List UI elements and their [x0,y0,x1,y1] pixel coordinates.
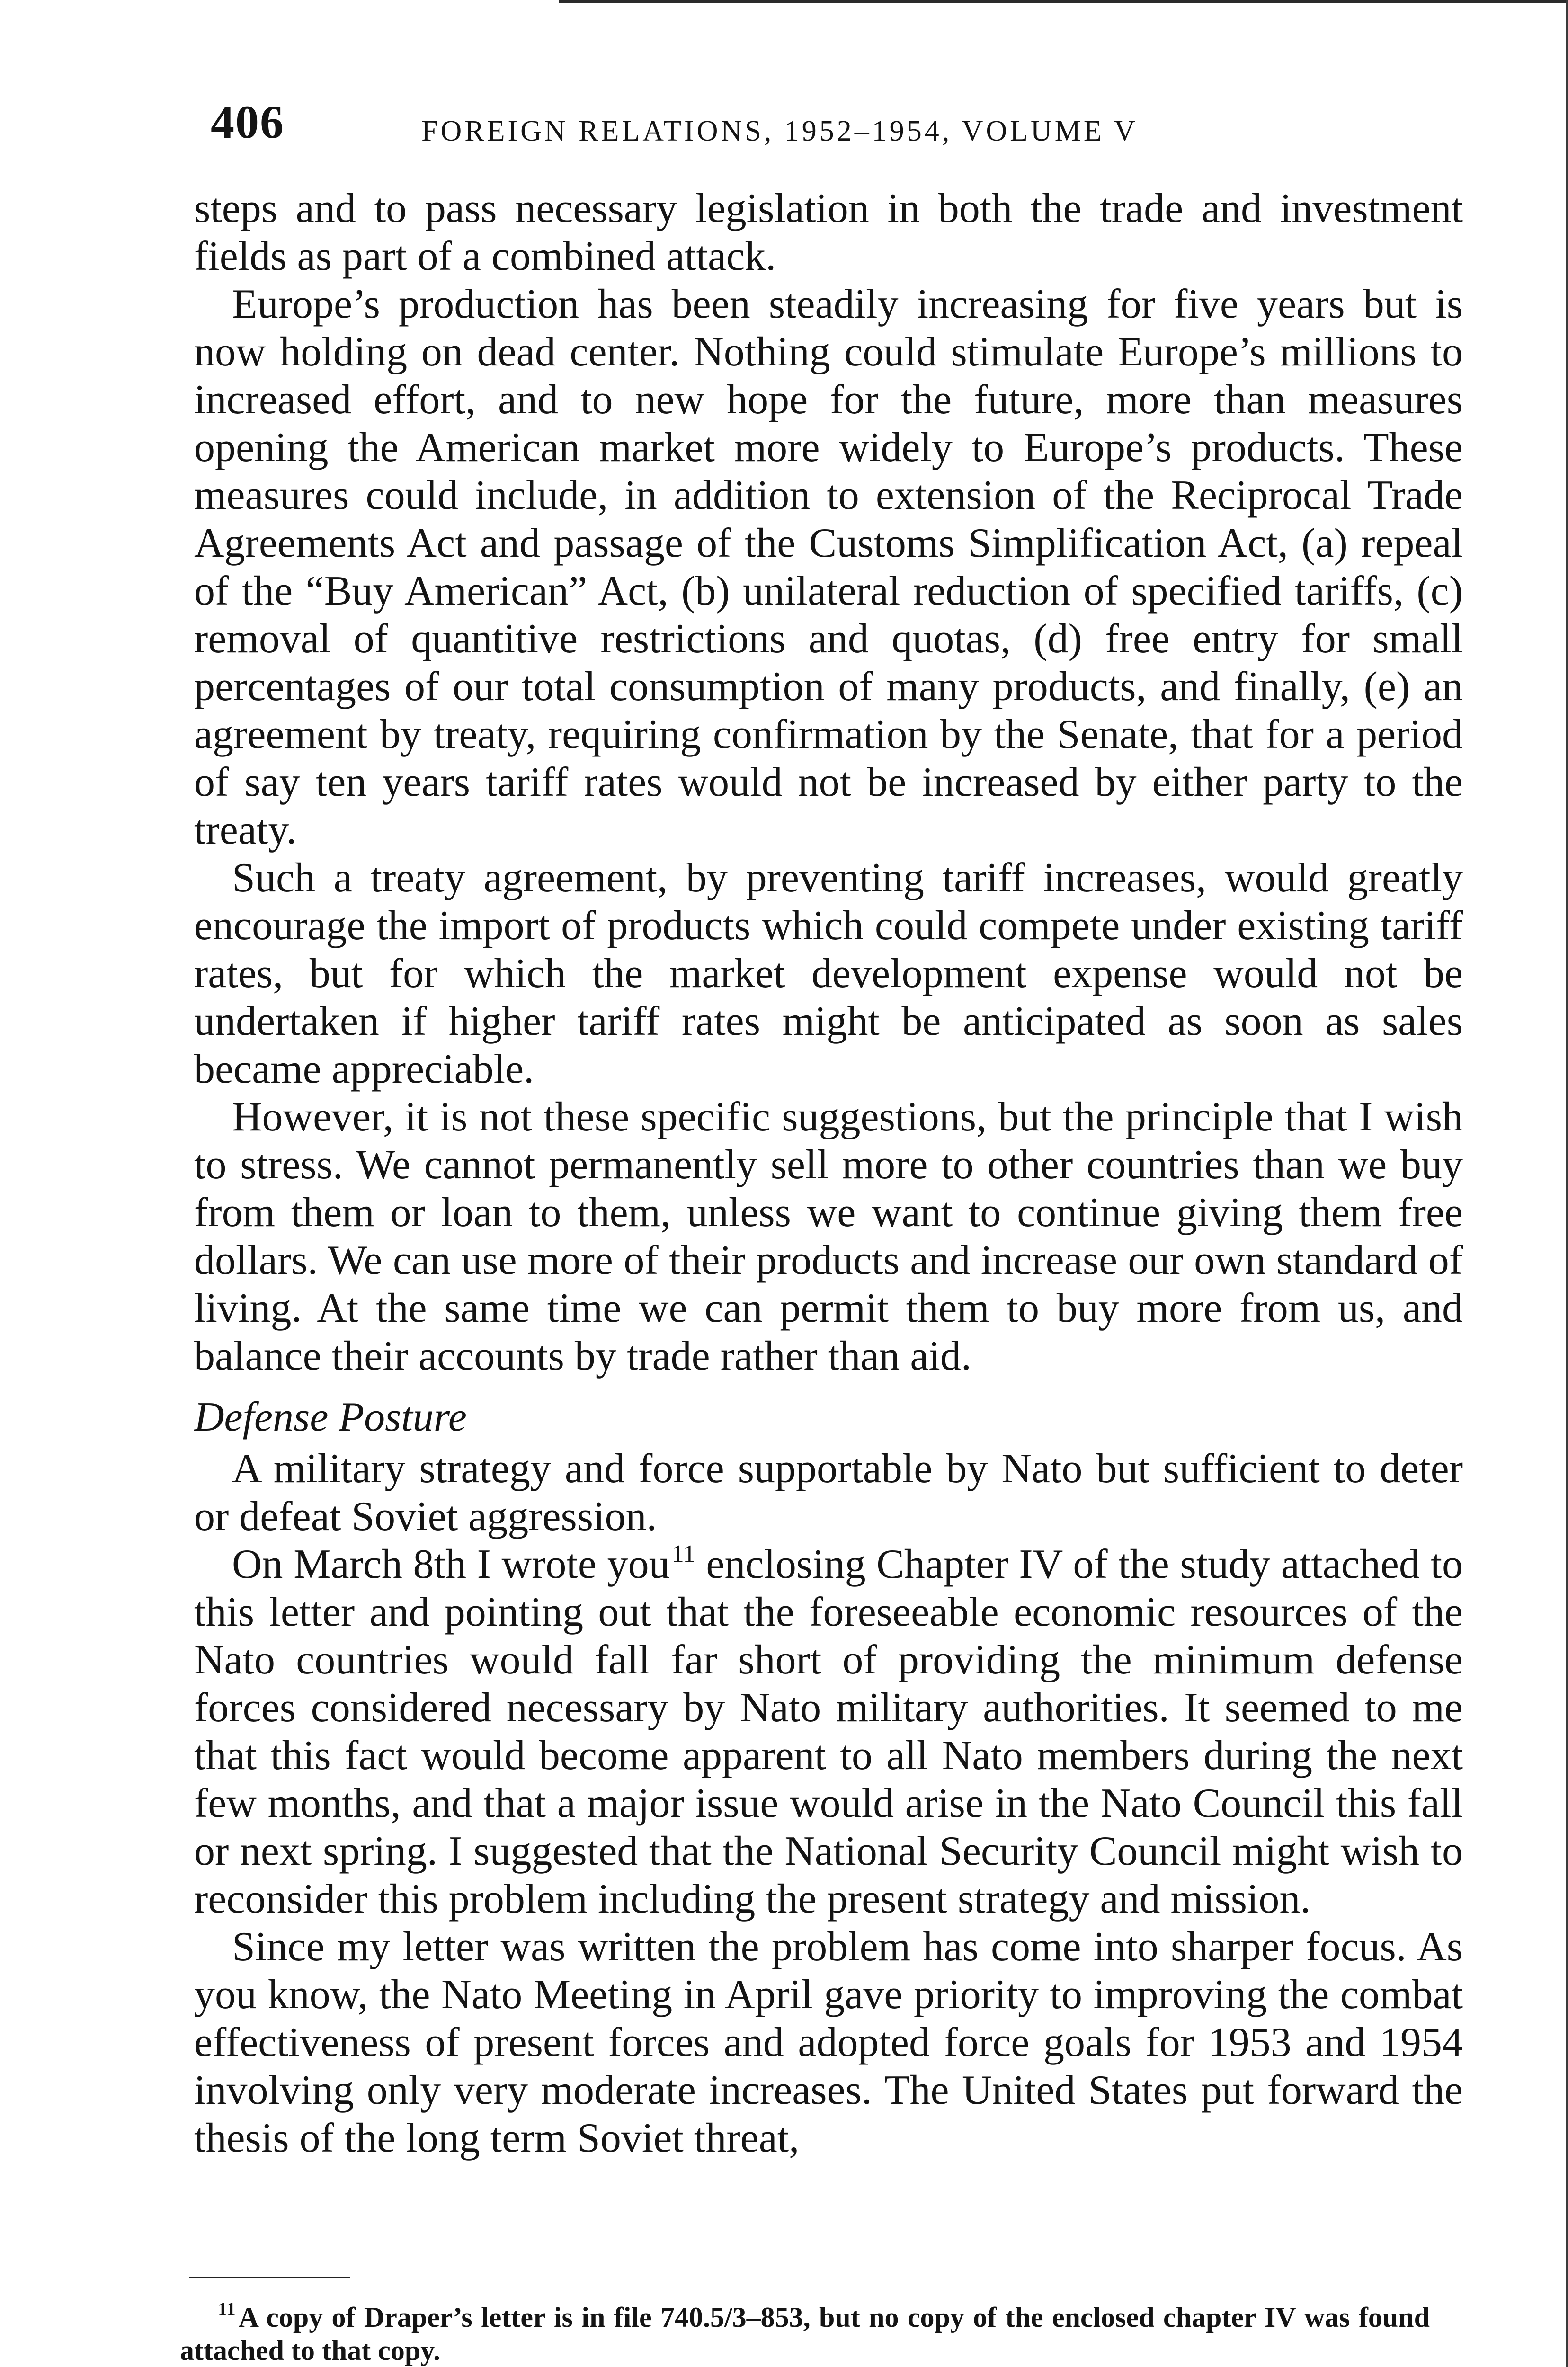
paragraph-6-start: On March 8th I wrote you [232,1541,670,1587]
page-header [211,95,1442,156]
body-text [194,185,1463,2162]
scan-edge-top [559,0,1568,3]
scan-edge-right [1566,0,1568,2367]
footnote-text: A copy of Draper’s letter is in file 740.5/3–853, but no copy of the enclosed chapter IV was found attached to that copy. [180,2302,1430,2366]
paragraph-1: steps and to pass necessary legislation in both the trade and investment fields as part of a combined attack. [194,186,1463,279]
running-head: FOREIGN RELATIONS, 1952–1954, VOLUME V [421,115,1138,147]
paragraph-5: A military strategy and force supportable by Nato but sufficient to deter or defeat Soviet aggression. [194,1446,1463,1539]
paragraph-2: Europe’s production has been steadily increasing for five years but is now holding on dead center. Nothing could stimulate Europe’s millions to increased effort, and to new hope for the future, more than measures opening the American market more widely to Europe’s products. These measures could include, in addition to extension of the Reciprocal Trade Agreements Act and passage of the Customs Simplification Act, (a) repeal of the “Buy American” Act, (b) unilateral reduction of specified tariffs, (c) removal of quantitive restrictions and quotas, (d) free entry for small percentages of our total consumption of many products, and finally, (e) an agreement by treaty, requiring confirmation by the Senate, that for a period of say ten years tariff rates would not be increased by either party to the treaty. [194,281,1463,853]
paragraph-6 [194,1540,1463,1923]
footnote-rule [189,2277,350,2278]
section-heading: Defense Posture [194,1394,467,1440]
footnote [180,2298,1430,2367]
paragraph-7: Since my letter was written the problem has come into sharper focus. As you know, the Nato Meeting in April gave priority to improving the combat effectiveness of present forces and adopted force goals for 1953 and 1954 involving only very moderate increases. The United States put forward the thesis of the long term Soviet threat, [194,1924,1463,2161]
paragraph-6-rest: enclosing Chapter IV of the study attached to this letter and pointing out that the foreseeable economic resources of the Nato countries would fall far short of providing the minimum defense forces considered necessary by Nato military authorities. It seemed to me that this fact would become apparent to all Nato members during the next few months, and that a major issue would arise in the Nato Council this fall or next spring. I suggested that the National Security Council might wish to reconsider this problem including the present strategy and mission. [194,1541,1463,1922]
paragraph-3: Such a treaty agreement, by preventing tariff increases, would greatly encourage the import of products which could compete under existing tariff rates, but for which the market development expense would not be undertaken if higher tariff rates might be anticipated as soon as sales became appreciable. [194,855,1463,1092]
footnote-reference: 11 [671,1540,695,1567]
paragraph-4: However, it is not these specific suggestions, but the principle that I wish to stress. We cannot permanently sell more to other countries than we buy from them or loan to them, unless we want to continue giving them free dollars. We can use more of their products and increase our own standard of living. At the same time we can permit them to buy more from us, and balance their accounts by trade rather than aid. [194,1094,1463,1379]
footnote-number: 11 [218,2298,236,2320]
page-number: 406 [211,96,285,148]
